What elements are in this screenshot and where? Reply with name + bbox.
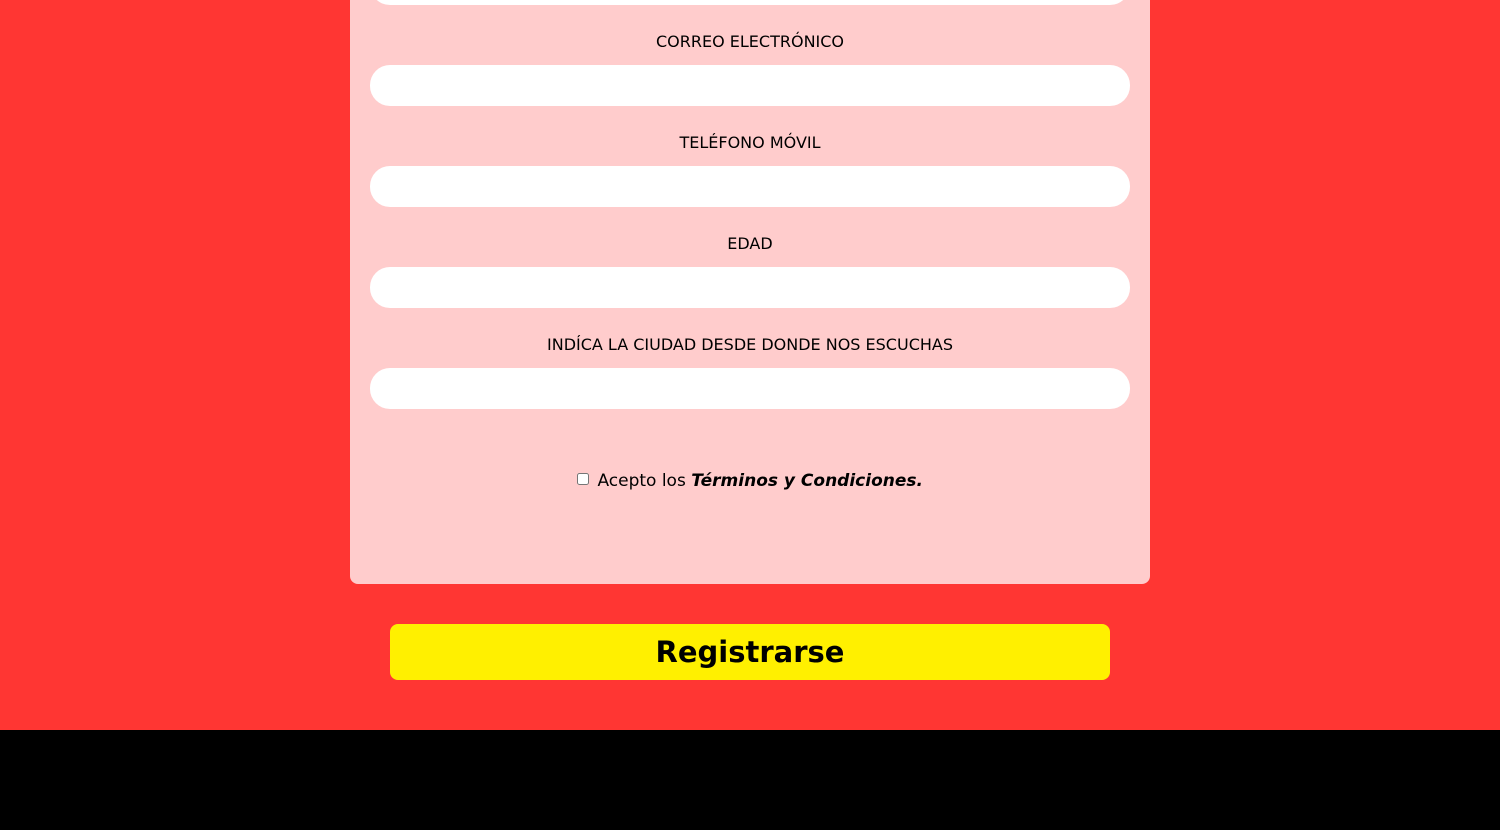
previous-text-input-edge[interactable] [370,0,1130,5]
register-button[interactable]: Registrarse [390,624,1110,680]
age-label: EDAD [727,234,773,253]
mobile-phone-input[interactable] [370,166,1130,207]
terms-checkbox[interactable] [577,473,589,485]
footer [0,730,1500,830]
terms-prefix: Acepto los [597,471,686,491]
registration-form-card [350,0,1150,584]
email-label: CORREO ELECTRÓNICO [655,32,845,51]
mobile-phone-label: TELÉFONO MÓVIL [679,133,821,152]
city-input[interactable] [370,368,1130,409]
city-label: INDÍCA LA CIUDAD DESDE DONDE NOS ESCUCHAS [547,335,953,354]
email-input[interactable] [370,65,1130,106]
terms-and-conditions-link[interactable]: Términos y Condiciones. [691,471,923,491]
age-input[interactable] [370,267,1130,308]
terms-row [350,469,1150,493]
